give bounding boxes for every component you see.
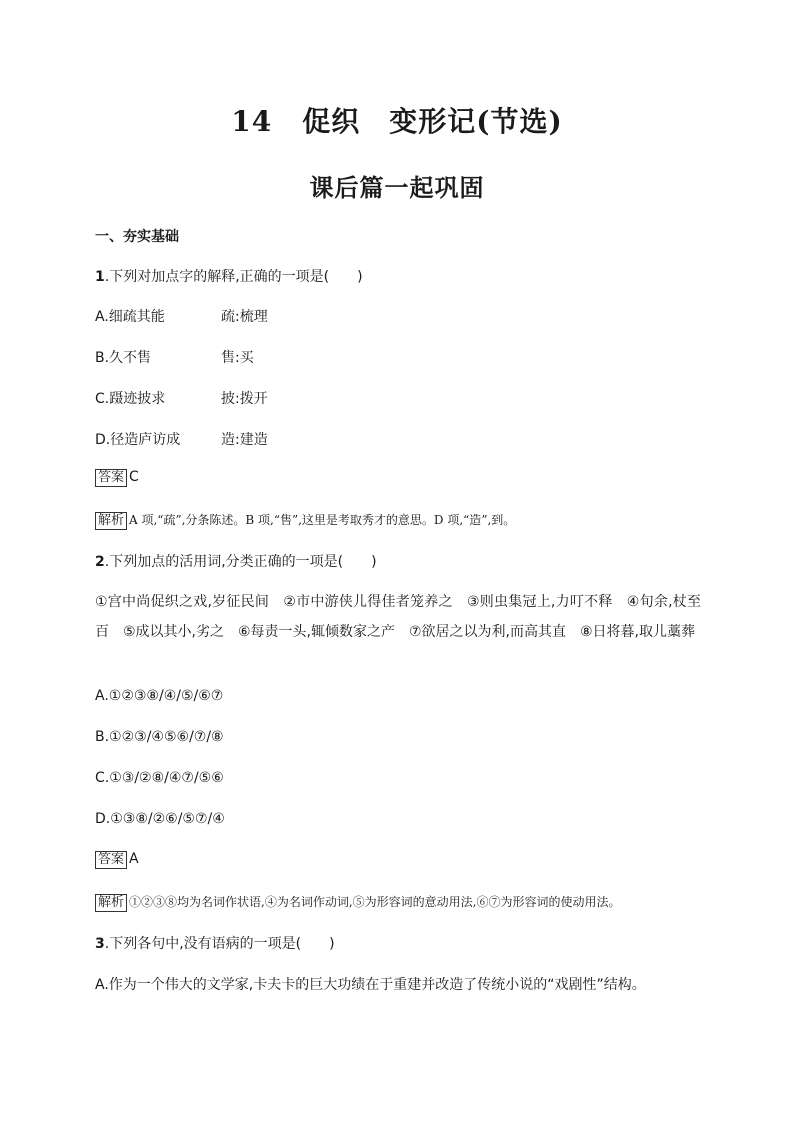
analysis-tag: 解析 <box>95 512 127 530</box>
option-text: B.久不售 <box>95 350 152 366</box>
question-number: 3 <box>95 936 105 952</box>
lesson-title: 促织 变形记(节选) <box>302 105 563 138</box>
option-gloss: 造:建造 <box>221 432 268 448</box>
question-2-option-b: B.①②③/④⑤⑥/⑦/⑧ <box>95 729 224 745</box>
answer-tag: 答案 <box>95 851 127 869</box>
question-1-answer <box>95 469 139 487</box>
option-text: C.蹑迹披求 <box>95 391 166 407</box>
question-2-option-a: A.①②③⑧/④/⑤/⑥⑦ <box>95 688 224 704</box>
section-heading: 一、夯实基础 <box>95 229 179 245</box>
question-3-option-a: A.作为一个伟大的文学家,卡夫卡的巨大功绩在于重建并改造了传统小说的“戏剧性”结构。 <box>95 977 646 993</box>
question-1-option-d <box>95 429 268 449</box>
question-2-stem <box>95 551 377 571</box>
lesson-number: 14 <box>231 105 273 138</box>
question-1-stem <box>95 266 363 286</box>
answer-value: C <box>129 469 139 485</box>
question-2-answer <box>95 851 139 869</box>
analysis-text: ①②③⑧均为名词作状语,④为名词作动词,⑤为形容词的意动用法,⑥⑦为形容词的使动用法。 <box>129 895 621 909</box>
question-2-analysis <box>95 893 620 912</box>
option-text: D.径造庐访成 <box>95 432 181 448</box>
question-2-passage: ①宫中尚促织之戏,岁征民间 ②市中游侠儿得佳者笼养之 ③则虫集冠上,力叮不释 ④旬余,杖至百 ⑤成以其小,劣之 ⑥每责一头,辄倾数家之产 ⑦欲居之以为利,而高其直 ⑧日将暮,取儿藁葬 <box>95 594 701 640</box>
question-2-option-d: D.①③⑧/②⑥/⑤⑦/④ <box>95 811 225 827</box>
question-number: 2 <box>95 554 105 570</box>
question-1-option-b <box>95 347 254 367</box>
answer-tag: 答案 <box>95 469 127 487</box>
question-1-option-a <box>95 306 268 326</box>
option-gloss: 疏:梳理 <box>221 309 268 325</box>
answer-value: A <box>129 851 139 867</box>
question-2-option-c: C.①③/②⑧/④⑦/⑤⑥ <box>95 770 224 786</box>
question-3-stem <box>95 933 335 953</box>
analysis-tag: 解析 <box>95 894 127 912</box>
analysis-text: A 项,“疏”,分条陈述。B 项,“售”,这里是考取秀才的意思。D 项,“造”,到。 <box>129 513 516 527</box>
option-gloss: 售:买 <box>221 350 254 366</box>
question-text: .下列加点的活用词,分类正确的一项是( ) <box>104 554 377 570</box>
question-text: .下列各句中,没有语病的一项是( ) <box>104 936 335 952</box>
question-1-option-c <box>95 388 268 408</box>
question-1-analysis <box>95 511 515 530</box>
question-number: 1 <box>95 269 105 285</box>
page-title <box>0 100 794 140</box>
question-text: .下列对加点字的解释,正确的一项是( ) <box>104 269 363 285</box>
option-text: A.细疏其能 <box>95 309 165 325</box>
page-subtitle: 课后篇一起巩固 <box>309 173 485 202</box>
option-gloss: 披:拨开 <box>221 391 268 407</box>
